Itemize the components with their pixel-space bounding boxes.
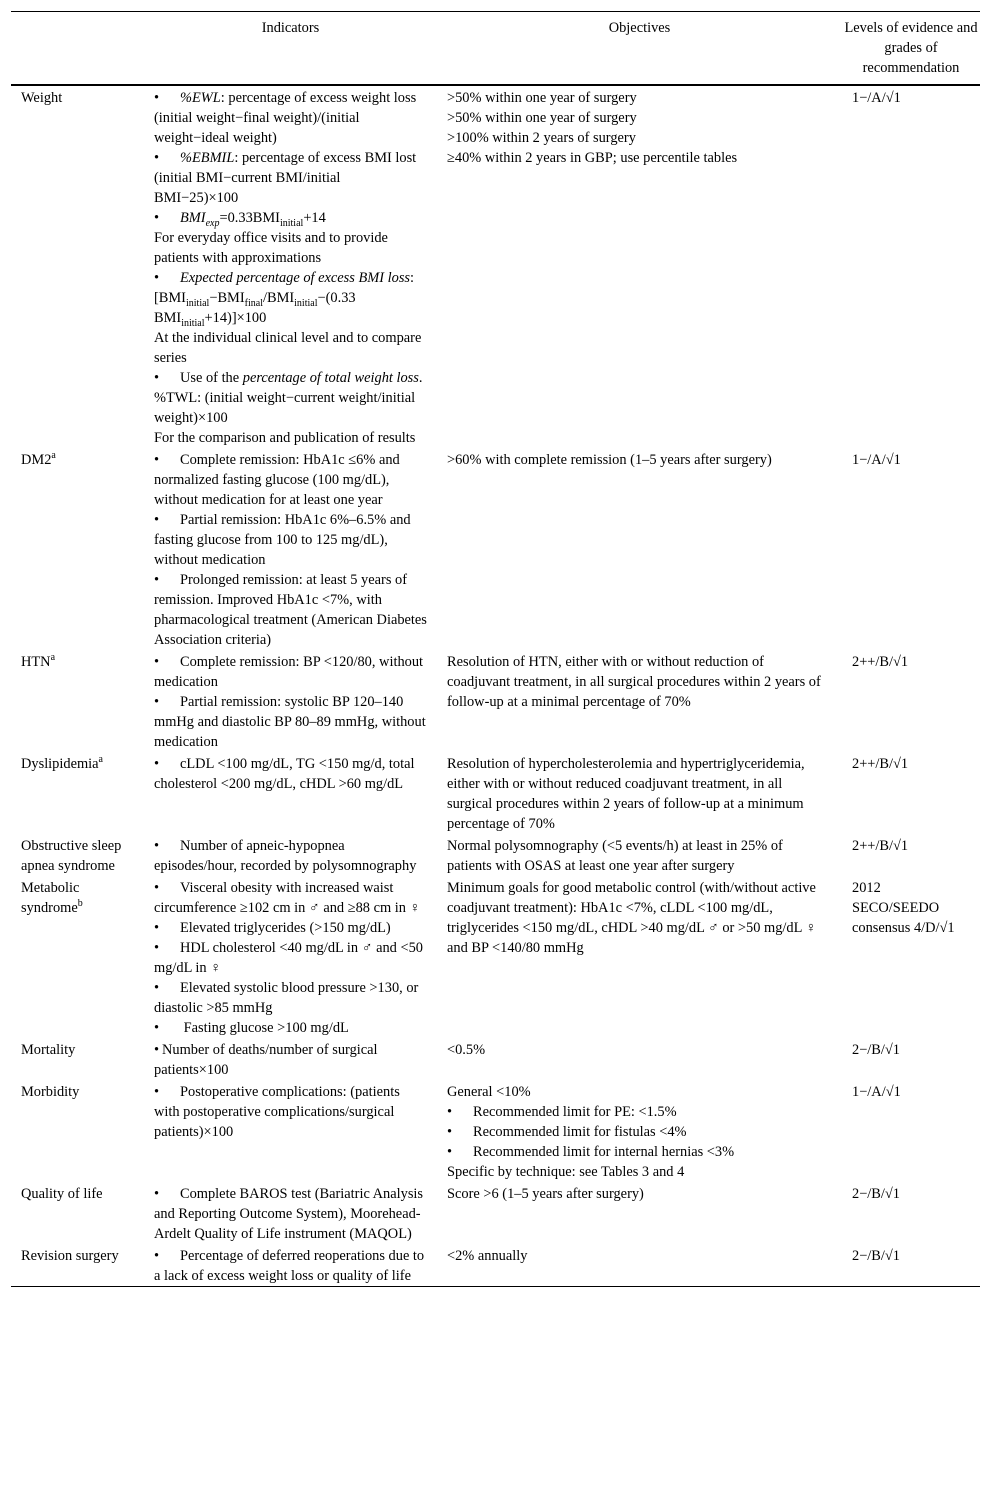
indicator-item: • Number of apneic-hypopnea episodes/hour, recorded by polysomnography [154, 836, 427, 876]
indicator-item: • cLDL <100 mg/dL, TG <150 mg/d, total cholesterol <200 mg/dL, cHDL >60 mg/dL [154, 754, 427, 794]
row-label: HTN$^a$ [21, 652, 56, 670]
row-objectives: Resolution of hypercholesterolemia and hypertriglyceridemia, either with or without reduced coadjuvant treatment, in all surgical procedures within 2 years of follow-up at a minimum percentage of 70% [447, 756, 805, 832]
indicator-note: For the comparison and publication of results [154, 430, 416, 446]
row-label: DM2$^a$ [21, 450, 56, 468]
indicator-item: • Elevated systolic blood pressure >130, or diastolic >85 mmHg [154, 978, 427, 1018]
row-level: 2++/B/√1 [852, 654, 909, 670]
row-objectives: Minimum goals for good metabolic control (with/without active coadjuvant treatment): HbA1c <7%, cLDL <100 mg/dL, triglycerides <150 mg/dL, cHDL >40 mg/dL ♂ or >50 mg/dL ♀ and BP <140/80 mmHg [447, 880, 817, 956]
indicator-item: • Complete remission: BP <120/80, without medication [154, 652, 427, 692]
header-col1 [11, 12, 144, 86]
table-row [11, 1244, 980, 1287]
table-row [11, 1182, 980, 1244]
row-label: Dyslipidemia$^a$ [21, 754, 103, 772]
row-indicators [144, 650, 437, 752]
objective-line: ≥40% within 2 years in GBP; use percentile tables [447, 150, 738, 166]
row-objectives [437, 85, 842, 448]
row-label: Mortality [21, 1042, 76, 1058]
table-row [11, 834, 980, 876]
table-header [11, 12, 980, 86]
row-indicators [144, 1038, 437, 1080]
indicator-item: • Visceral obesity with increased waist circumference ≥102 cm in ♂ and ≥88 cm in ♀ [154, 878, 427, 918]
table-row [11, 1080, 980, 1182]
row-level: 1−/A/√1 [852, 1084, 901, 1100]
row-label: Obstructive sleep apnea syndrome [21, 838, 122, 874]
objective-item: • Recommended limit for internal hernias <3% [447, 1142, 826, 1162]
objective-line: >100% within 2 years of surgery [447, 130, 636, 146]
header-indicators: Indicators [144, 12, 437, 86]
objective-line: >50% within one year of surgery [447, 110, 637, 126]
row-objectives: Normal polysomnography (<5 events/h) at least in 25% of patients with OSAS at least one year after surgery [447, 838, 783, 874]
table-row [11, 650, 980, 752]
indicator-item: • Complete remission: HbA1c ≤6% and normalized fasting glucose (100 mg/dL), without medication for at least one year [154, 450, 427, 510]
indicator-item: • Fasting glucose >100 mg/dL [154, 1018, 427, 1038]
indicator-formula: [$BMI_{initial}-BMI_{final}/BMI_{initial}-(0.33$ $BMI_{initial}+14)]\times 100$ [154, 290, 356, 329]
table-row [11, 85, 980, 448]
outcomes-table [11, 11, 980, 1287]
indicator-item: • $BMI_{exp}=0.33BMI_{initial}+14$ [154, 208, 427, 228]
table-row [11, 448, 980, 650]
table-row [11, 1038, 980, 1080]
indicator-item: • Postoperative complications: (patients with postoperative complications/surgical patients)×100 [154, 1082, 427, 1142]
indicator-item: • %EBMIL: percentage of excess BMI lost (initial BMI−current BMI/initial BMI−25)×100 [154, 148, 427, 208]
header-objectives: Objectives [437, 12, 842, 86]
indicator-item: • Percentage of deferred reoperations due to a lack of excess weight loss or quality of life [154, 1246, 427, 1286]
row-objectives: Resolution of HTN, either with or without reduction of coadjuvant treatment, in all surgical procedures within 2 years of follow-up at a minimal percentage of 70% [447, 654, 821, 710]
row-indicators [144, 752, 437, 834]
row-indicators [144, 876, 437, 1038]
row-indicators [144, 85, 437, 448]
row-indicators [144, 1182, 437, 1244]
indicator-item: • Use of the percentage of total weight loss. %TWL: (initial weight−current weight/initial weight)×100 [154, 368, 427, 428]
row-objectives: <0.5% [447, 1042, 486, 1058]
row-level: 2−/B/√1 [842, 1244, 980, 1287]
row-label: Revision surgery [11, 1244, 144, 1287]
indicator-item: • %EWL: percentage of excess weight loss (initial weight−final weight)/(initial weight−ideal weight) [154, 88, 427, 148]
indicator-item: • Complete BAROS test (Bariatric Analysis and Reporting Outcome System), Moorehead-Ardelt Quality of Life instrument (MAQOL) [154, 1184, 427, 1244]
row-label: Metabolic syndrome$^b$ [21, 880, 83, 916]
indicator-item: • Elevated triglycerides (>150 mg/dL) [154, 918, 427, 938]
table-container [11, 11, 980, 1287]
row-level: 2++/B/√1 [852, 838, 909, 854]
row-level: 1−/A/√1 [852, 90, 901, 106]
objective-line: General <10% [447, 1084, 531, 1100]
indicator-item: • HDL cholesterol <40 mg/dL in ♂ and <50 mg/dL in ♀ [154, 938, 427, 978]
indicator-item: • Number of deaths/number of surgical patients×100 [154, 1040, 427, 1080]
row-objectives: Score >6 (1–5 years after surgery) [447, 1186, 644, 1202]
row-objectives: <2% annually [437, 1244, 842, 1287]
indicator-item: • Partial remission: HbA1c 6%–6.5% and fasting glucose from 100 to 125 mg/dL), without medication [154, 510, 427, 570]
row-label: Quality of life [21, 1186, 103, 1202]
row-label: Morbidity [21, 1084, 80, 1100]
row-indicators [144, 1080, 437, 1182]
row-objectives: >60% with complete remission (1–5 years after surgery) [447, 452, 772, 468]
indicator-item: • Prolonged remission: at least 5 years of remission. Improved HbA1c <7%, with pharmacological treatment (American Diabetes Association criteria) [154, 570, 427, 650]
row-indicators [144, 834, 437, 876]
row-level: 2−/B/√1 [852, 1186, 900, 1202]
row-objectives [437, 1080, 842, 1182]
indicator-note: At the individual clinical level and to compare series [154, 330, 422, 366]
objective-item: • Recommended limit for fistulas <4% [447, 1122, 826, 1142]
row-level: 2++/B/√1 [852, 756, 909, 772]
row-level: 1−/A/√1 [852, 452, 901, 468]
objective-item: • Recommended limit for PE: <1.5% [447, 1102, 826, 1122]
table-row [11, 752, 980, 834]
row-level: 2012 SECO/SEEDO consensus 4/D/√1 [852, 880, 955, 936]
indicator-item: • Partial remission: systolic BP 120–140 mmHg and diastolic BP 80–89 mmHg, without medication [154, 692, 427, 752]
indicator-item: • Expected percentage of excess BMI loss: [154, 268, 427, 288]
row-indicators [144, 1244, 437, 1287]
objective-line: >50% within one year of surgery [447, 90, 637, 106]
row-indicators [144, 448, 437, 650]
table-row [11, 876, 980, 1038]
indicator-note: For everyday office visits and to provide patients with approximations [154, 230, 388, 266]
row-level: 2−/B/√1 [852, 1042, 900, 1058]
header-levels: Levels of evidence and grades of recommendation [842, 12, 980, 86]
row-label: Weight [21, 90, 63, 106]
objective-line: Specific by technique: see Tables 3 and 4 [447, 1164, 685, 1180]
